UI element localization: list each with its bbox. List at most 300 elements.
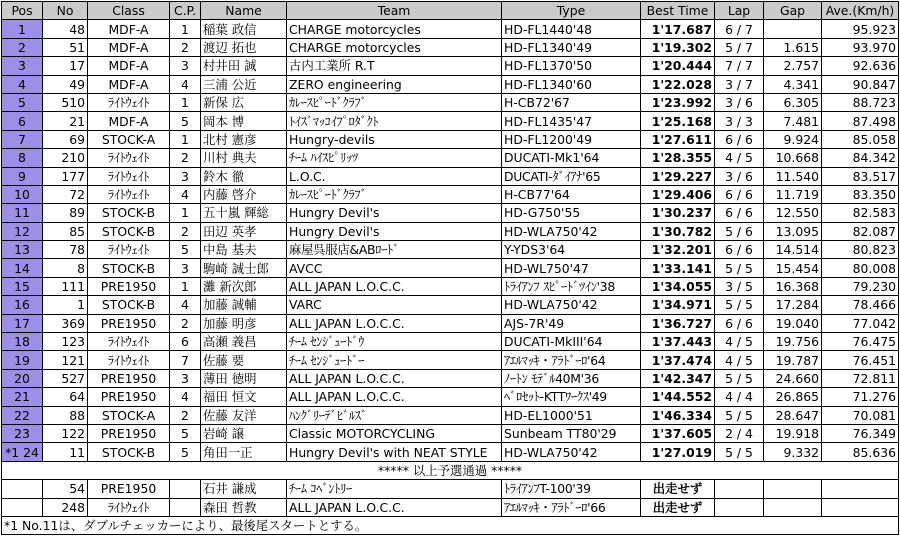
cell-gap [764, 498, 822, 516]
cell-gap: 19.918 [764, 424, 822, 442]
cell-best-time: 1'22.028 [641, 75, 715, 93]
cell-cp: 1 [170, 277, 201, 295]
cell-best-time: 1'27.611 [641, 130, 715, 148]
cell-class: ﾗｲﾄｳｪｲﾄ [88, 93, 170, 111]
cell-ave: 88.723 [822, 93, 899, 111]
cell-pos: 11 [2, 204, 43, 222]
col-header-pos: Pos [2, 2, 43, 20]
cell-class: STOCK-B [88, 204, 170, 222]
cell-type: HD-FL1440'48 [502, 20, 641, 38]
cell-ave: 92.636 [822, 57, 899, 75]
cell-name: 内藤 啓介 [201, 185, 287, 203]
cell-best-time: 1'44.552 [641, 388, 715, 406]
cell-team: ALL JAPAN L.O.C.C. [287, 388, 502, 406]
cell-no: 1 [43, 296, 88, 314]
cell-team: ALL JAPAN L.O.C.C. [287, 277, 502, 295]
cell-lap: 6 / 6 [715, 130, 764, 148]
cell-name: 高瀬 義昌 [201, 333, 287, 351]
cell-name: 稲葉 政信 [201, 20, 287, 38]
cell-cp: 4 [170, 185, 201, 203]
result-row [2, 443, 899, 461]
result-row [2, 38, 899, 56]
cell-gap: 15.454 [764, 259, 822, 277]
cell-type: HD-WLA750'42 [502, 443, 641, 461]
footnote: *1 No.11は、ダブルチェッカーにより、最後尾スタートとする。 [2, 516, 899, 534]
cell-pos: 14 [2, 259, 43, 277]
cell-best-time: 1'37.474 [641, 351, 715, 369]
cell-type: DUCATI-MkIII'64 [502, 333, 641, 351]
cell-class: MDF-A [88, 75, 170, 93]
col-header-type: Type [502, 2, 641, 20]
cell-gap: 19.040 [764, 314, 822, 332]
result-row [2, 20, 899, 38]
cell-class: PRE1950 [88, 480, 170, 498]
cell-best-time: 1'29.406 [641, 185, 715, 203]
cell-gap: 28.647 [764, 406, 822, 424]
cell-type: Sunbeam TT80'29 [502, 424, 641, 442]
cell-lap [715, 498, 764, 516]
cell-pos: 12 [2, 222, 43, 240]
cell-cp: 2 [170, 38, 201, 56]
cell-cp [170, 480, 201, 498]
cell-best-time: 1'33.141 [641, 259, 715, 277]
cell-best-time: 1'29.227 [641, 167, 715, 185]
cell-pos: 13 [2, 241, 43, 259]
cell-gap: 24.660 [764, 369, 822, 387]
result-row [2, 241, 899, 259]
cell-pos: *1 24 [2, 443, 43, 461]
cell-no: 210 [43, 149, 88, 167]
cell-pos: 5 [2, 93, 43, 111]
cell-best-time: 1'17.687 [641, 20, 715, 38]
cell-team: ﾁｰﾑ ﾊｲｽﾋﾟﾘｯﾂ [287, 149, 502, 167]
cell-pos: 1 [2, 20, 43, 38]
cell-lap [715, 480, 764, 498]
cell-lap: 7 / 7 [715, 57, 764, 75]
result-row [2, 222, 899, 240]
cell-type: H-CB77'64 [502, 185, 641, 203]
cell-no: 248 [43, 498, 88, 516]
cell-pos: 7 [2, 130, 43, 148]
cell-type: Y-YDS3'64 [502, 241, 641, 259]
cell-team: CHARGE motorcycles [287, 20, 502, 38]
cell-status: 出走せず [641, 498, 715, 516]
cell-lap: 5 / 7 [715, 38, 764, 56]
cell-pos: 16 [2, 296, 43, 314]
cell-cp: 3 [170, 259, 201, 277]
cell-best-time: 1'46.334 [641, 406, 715, 424]
cell-gap: 19.787 [764, 351, 822, 369]
cell-best-time: 1'27.019 [641, 443, 715, 461]
cell-name: 石井 謙成 [201, 480, 287, 498]
cell-pos: 9 [2, 167, 43, 185]
cell-type: HD-WLA750'42 [502, 222, 641, 240]
cell-team: L.O.C. [287, 167, 502, 185]
cell-type: ｱｴﾙﾏｯｷ・ｱﾗﾄﾞｰﾛ'66 [502, 498, 641, 516]
cell-gap: 2.757 [764, 57, 822, 75]
cell-name: 灘 新次郎 [201, 277, 287, 295]
cell-team: ﾄｲｽﾞﾏｯｺｲﾌﾟﾛﾀﾞｸﾄ [287, 112, 502, 130]
cell-type: HD-G750'55 [502, 204, 641, 222]
cell-cp: 5 [170, 112, 201, 130]
result-row [2, 130, 899, 148]
cell-class: ﾗｲﾄｳｪｲﾄ [88, 149, 170, 167]
cell-name: 田辺 英孝 [201, 222, 287, 240]
cell-pos: 18 [2, 333, 43, 351]
cell-class: MDF-A [88, 38, 170, 56]
cell-no: 11 [43, 443, 88, 461]
cell-no: 51 [43, 38, 88, 56]
cell-team: ｶﾚｰｽﾋﾟｰﾄﾞｸﾗﾌﾞ [287, 185, 502, 203]
cell-name: 角田一正 [201, 443, 287, 461]
cell-class: PRE1950 [88, 277, 170, 295]
cell-name: 鈴木 徹 [201, 167, 287, 185]
result-row [2, 167, 899, 185]
col-header-lap: Lap [715, 2, 764, 20]
cell-ave: 76.475 [822, 333, 899, 351]
cell-gap: 12.550 [764, 204, 822, 222]
cell-name: 五十嵐 輝総 [201, 204, 287, 222]
col-header-best-time: Best Time [641, 2, 715, 20]
cell-class: MDF-A [88, 20, 170, 38]
cell-type: ﾄﾗｲｱﾝﾌT-100'39 [502, 480, 641, 498]
result-row [2, 57, 899, 75]
cell-pos: 19 [2, 351, 43, 369]
cell-team: ﾁｰﾑ ｾﾝｼﾞｭｰﾄﾞｳ [287, 333, 502, 351]
cell-lap: 5 / 5 [715, 259, 764, 277]
cell-type: HD-FL1435'47 [502, 112, 641, 130]
cell-ave: 84.342 [822, 149, 899, 167]
cell-ave: 78.466 [822, 296, 899, 314]
cell-class: PRE1950 [88, 388, 170, 406]
cell-name: 村井田 誠 [201, 57, 287, 75]
cell-cp: 4 [170, 296, 201, 314]
result-row [2, 75, 899, 93]
cell-no: 48 [43, 20, 88, 38]
cell-best-time: 1'30.782 [641, 222, 715, 240]
cell-team: ﾊﾝｸﾞﾘｰﾃﾞﾋﾞﾙｽﾞ [287, 406, 502, 424]
result-row [2, 333, 899, 351]
cell-pos: 15 [2, 277, 43, 295]
cell-class: ﾗｲﾄｳｪｲﾄ [88, 333, 170, 351]
cell-type: ﾄﾗｲｱﾝﾌ ｽﾋﾟｰﾄﾞﾂｲﾝ'38 [502, 277, 641, 295]
col-header-no: No [43, 2, 88, 20]
cell-lap: 3 / 3 [715, 112, 764, 130]
result-row [2, 388, 899, 406]
cell-ave: 85.636 [822, 443, 899, 461]
cell-class: PRE1950 [88, 369, 170, 387]
cell-team: ALL JAPAN L.O.C.C. [287, 498, 502, 516]
cell-cp: 5 [170, 241, 201, 259]
cell-gap [764, 20, 822, 38]
cell-no: 85 [43, 222, 88, 240]
cell-team: ﾁｰﾑ ｺﾍﾞﾝﾄﾘｰ [287, 480, 502, 498]
non-starter-row [2, 480, 899, 498]
cell-gap: 14.514 [764, 241, 822, 259]
cell-team: AVCC [287, 259, 502, 277]
cell-pos: 8 [2, 149, 43, 167]
cell-best-time: 1'32.201 [641, 241, 715, 259]
cell-name: 渡辺 拓也 [201, 38, 287, 56]
cell-name: 加藤 誠輔 [201, 296, 287, 314]
cell-pos: 17 [2, 314, 43, 332]
cell-cp: 1 [170, 130, 201, 148]
result-row [2, 204, 899, 222]
cell-pos [2, 498, 43, 516]
cell-no: 111 [43, 277, 88, 295]
cell-best-time: 1'37.605 [641, 424, 715, 442]
cell-lap: 3 / 6 [715, 167, 764, 185]
cell-pos [2, 480, 43, 498]
cell-type: ﾍﾞﾛｾｯﾄ-KTTﾜｰｸｽ'49 [502, 388, 641, 406]
cell-class: STOCK-B [88, 222, 170, 240]
cell-class: PRE1950 [88, 314, 170, 332]
cell-ave: 76.349 [822, 424, 899, 442]
cell-team: Hungry-devils [287, 130, 502, 148]
cell-no: 78 [43, 241, 88, 259]
result-row [2, 406, 899, 424]
cell-cp: 3 [170, 369, 201, 387]
cell-class: STOCK-B [88, 296, 170, 314]
cell-cp: 1 [170, 93, 201, 111]
col-header-cp: C.P. [170, 2, 201, 20]
cell-cp [170, 498, 201, 516]
cell-best-time: 1'42.347 [641, 369, 715, 387]
cell-lap: 3 / 6 [715, 93, 764, 111]
cell-cp: 2 [170, 222, 201, 240]
cell-gap: 19.756 [764, 333, 822, 351]
result-row [2, 296, 899, 314]
cell-lap: 6 / 6 [715, 241, 764, 259]
cell-gap: 9.924 [764, 130, 822, 148]
cell-lap: 6 / 7 [715, 20, 764, 38]
cell-lap: 4 / 5 [715, 333, 764, 351]
cell-pos: 2 [2, 38, 43, 56]
cell-no: 21 [43, 112, 88, 130]
cell-type: HD-WLA750'42 [502, 296, 641, 314]
cell-class: ﾗｲﾄｳｪｲﾄ [88, 498, 170, 516]
cell-gap: 13.095 [764, 222, 822, 240]
cell-no: 72 [43, 185, 88, 203]
cell-status: 出走せず [641, 480, 715, 498]
result-row [2, 149, 899, 167]
cell-no: 88 [43, 406, 88, 424]
cell-type: ﾉｰﾄﾝ ﾓﾃﾞﾙ40M'36 [502, 369, 641, 387]
cell-lap: 3 / 7 [715, 75, 764, 93]
cell-class: ﾗｲﾄｳｪｲﾄ [88, 241, 170, 259]
cell-ave [822, 480, 899, 498]
cell-gap: 4.341 [764, 75, 822, 93]
cell-lap: 6 / 6 [715, 204, 764, 222]
non-starter-row [2, 498, 899, 516]
cell-cp: 1 [170, 20, 201, 38]
cell-type: DUCATI-ﾀﾞｲｱﾅ'65 [502, 167, 641, 185]
cell-cp: 2 [170, 149, 201, 167]
cell-ave: 93.970 [822, 38, 899, 56]
cell-ave [822, 498, 899, 516]
cell-cp: 7 [170, 351, 201, 369]
cell-best-time: 1'19.302 [641, 38, 715, 56]
cell-type: H-CB72'67 [502, 93, 641, 111]
cell-lap: 5 / 6 [715, 222, 764, 240]
cell-no: 122 [43, 424, 88, 442]
cell-cp: 6 [170, 333, 201, 351]
cell-gap: 10.668 [764, 149, 822, 167]
cell-ave: 80.008 [822, 259, 899, 277]
cell-no: 177 [43, 167, 88, 185]
cell-name: 新保 広 [201, 93, 287, 111]
cell-no: 49 [43, 75, 88, 93]
cell-name: 駒崎 誠士郎 [201, 259, 287, 277]
cell-team: Hungry Devil's with NEAT STYLE [287, 443, 502, 461]
cell-team: 麻屋呉服店&ABﾛｰﾄﾞ [287, 241, 502, 259]
cell-cp: 3 [170, 167, 201, 185]
cell-name: 北村 憲彦 [201, 130, 287, 148]
cell-best-time: 1'20.444 [641, 57, 715, 75]
cell-cp: 4 [170, 388, 201, 406]
cell-type: HD-WL750'47 [502, 259, 641, 277]
qualifying-divider: ***** 以上予選通過 ***** [2, 461, 899, 479]
cell-cp: 2 [170, 314, 201, 332]
col-header-class: Class [88, 2, 170, 20]
cell-ave: 87.498 [822, 112, 899, 130]
cell-ave: 72.811 [822, 369, 899, 387]
result-row [2, 351, 899, 369]
cell-type: DUCATI-Mk1'64 [502, 149, 641, 167]
cell-no: 64 [43, 388, 88, 406]
cell-cp: 3 [170, 57, 201, 75]
result-row [2, 259, 899, 277]
cell-cp: 5 [170, 424, 201, 442]
cell-name: 川村 典夫 [201, 149, 287, 167]
cell-lap: 3 / 5 [715, 277, 764, 295]
col-header-team: Team [287, 2, 502, 20]
result-row [2, 93, 899, 111]
cell-name: 岡本 博 [201, 112, 287, 130]
cell-class: STOCK-B [88, 443, 170, 461]
cell-type: HD-EL1000'51 [502, 406, 641, 424]
cell-name: 薄田 徳明 [201, 369, 287, 387]
cell-name: 佐藤 友洋 [201, 406, 287, 424]
cell-pos: 21 [2, 388, 43, 406]
cell-name: 中島 基夫 [201, 241, 287, 259]
cell-gap: 6.305 [764, 93, 822, 111]
cell-ave: 82.087 [822, 222, 899, 240]
cell-pos: 20 [2, 369, 43, 387]
cell-lap: 6 / 6 [715, 314, 764, 332]
cell-lap: 4 / 4 [715, 388, 764, 406]
cell-type: ｱｴﾙﾏｯｷ・ｱﾗﾄﾞｰﾛ'64 [502, 351, 641, 369]
cell-name: 森田 哲教 [201, 498, 287, 516]
result-row [2, 185, 899, 203]
cell-best-time: 1'36.727 [641, 314, 715, 332]
cell-gap: 9.332 [764, 443, 822, 461]
footnote-row [2, 516, 899, 534]
cell-ave: 79.230 [822, 277, 899, 295]
cell-lap: 6 / 6 [715, 185, 764, 203]
cell-best-time: 1'25.168 [641, 112, 715, 130]
cell-no: 369 [43, 314, 88, 332]
cell-best-time: 1'34.971 [641, 296, 715, 314]
cell-class: ﾗｲﾄｳｪｲﾄ [88, 185, 170, 203]
header-row [2, 2, 899, 20]
cell-pos: 6 [2, 112, 43, 130]
cell-class: MDF-A [88, 57, 170, 75]
col-header-ave: Ave.(Km/h) [822, 2, 899, 20]
cell-team: ZERO engineering [287, 75, 502, 93]
cell-lap: 4 / 5 [715, 149, 764, 167]
cell-lap: 2 / 4 [715, 424, 764, 442]
cell-class: STOCK-A [88, 406, 170, 424]
cell-pos: 4 [2, 75, 43, 93]
cell-cp: 2 [170, 406, 201, 424]
cell-no: 8 [43, 259, 88, 277]
cell-no: 121 [43, 351, 88, 369]
cell-class: PRE1950 [88, 424, 170, 442]
cell-type: HD-FL1340'60 [502, 75, 641, 93]
result-row [2, 424, 899, 442]
cell-gap [764, 480, 822, 498]
cell-no: 17 [43, 57, 88, 75]
cell-lap: 5 / 5 [715, 443, 764, 461]
cell-lap: 5 / 5 [715, 296, 764, 314]
col-header-name: Name [201, 2, 287, 20]
cell-ave: 77.042 [822, 314, 899, 332]
cell-name: 加藤 明彦 [201, 314, 287, 332]
result-row [2, 112, 899, 130]
cell-gap: 11.540 [764, 167, 822, 185]
cell-cp: 1 [170, 204, 201, 222]
col-header-gap: Gap [764, 2, 822, 20]
cell-ave: 83.350 [822, 185, 899, 203]
cell-ave: 95.923 [822, 20, 899, 38]
cell-team: Hungry Devil's [287, 204, 502, 222]
cell-ave: 80.823 [822, 241, 899, 259]
cell-team: Classic MOTORCYCLING [287, 424, 502, 442]
cell-no: 510 [43, 93, 88, 111]
cell-ave: 90.847 [822, 75, 899, 93]
cell-best-time: 1'37.443 [641, 333, 715, 351]
cell-name: 福田 恒文 [201, 388, 287, 406]
cell-team: ALL JAPAN L.O.C.C. [287, 369, 502, 387]
cell-type: AJS-7R'49 [502, 314, 641, 332]
cell-type: HD-FL1200'49 [502, 130, 641, 148]
cell-cp: 5 [170, 443, 201, 461]
cell-team: ｶﾚｰｽﾋﾟｰﾄﾞｸﾗﾌﾞ [287, 93, 502, 111]
cell-team: VARC [287, 296, 502, 314]
cell-team: 古内工業所 R.T [287, 57, 502, 75]
cell-class: STOCK-B [88, 259, 170, 277]
result-row [2, 277, 899, 295]
cell-gap: 11.719 [764, 185, 822, 203]
cell-cp: 4 [170, 75, 201, 93]
cell-pos: 22 [2, 406, 43, 424]
cell-best-time: 1'30.237 [641, 204, 715, 222]
cell-best-time: 1'34.055 [641, 277, 715, 295]
results-table [1, 1, 899, 535]
cell-pos: 10 [2, 185, 43, 203]
cell-gap: 7.481 [764, 112, 822, 130]
cell-no: 123 [43, 333, 88, 351]
cell-gap: 17.284 [764, 296, 822, 314]
cell-type: HD-FL1370'50 [502, 57, 641, 75]
cell-type: HD-FL1340'49 [502, 38, 641, 56]
cell-ave: 83.517 [822, 167, 899, 185]
cell-name: 岩崎 譲 [201, 424, 287, 442]
result-row [2, 314, 899, 332]
cell-ave: 76.451 [822, 351, 899, 369]
cell-no: 89 [43, 204, 88, 222]
